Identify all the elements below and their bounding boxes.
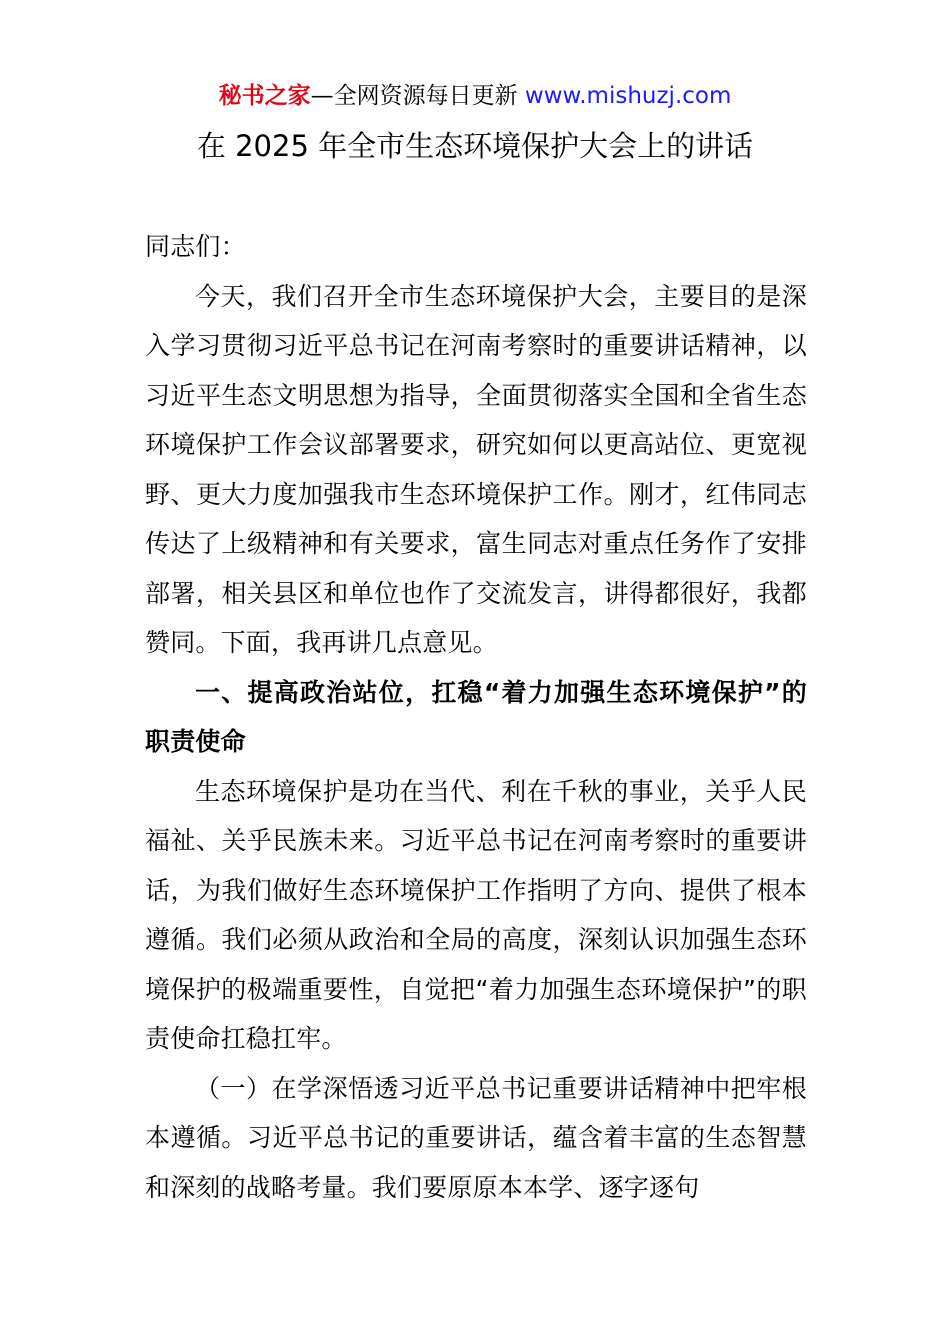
- body-paragraph: 生态环境保护是功在当代、利在千秋的事业，关乎人民福祉、关乎民族未来。习近平总书记在河南考察时的重要讲话，为我们做好生态环境保护工作指明了方向、提供了根本遵循。我们必须从政治和全局的高度，深刻认识加强生态环境保护的极端重要性，自觉把“着力加强生态环境保护”的职责使命扛稳扛牢。: [145, 776, 807, 1053]
- site-brand: 秘书之家: [218, 83, 311, 109]
- salutation: 同志们：: [145, 232, 246, 261]
- body-paragraph: （一）在学深悟透习近平总书记重要讲话精神中把牢根本遵循。习近平总书记的重要讲话，蕴含着丰富的生态智慧和深刻的战略考量。我们要原原本本学、逐字逐句: [145, 1073, 807, 1202]
- document-body: [145, 222, 807, 1212]
- site-header: [0, 80, 950, 112]
- section-heading: 一、提高政治站位，扛稳“着力加强生态环境保护”的职责使命: [145, 677, 807, 756]
- document-title: 在 2025 年全市生态环境保护大会上的讲话: [196, 129, 754, 163]
- body-paragraph: 今天，我们召开全市生态环境保护大会，主要目的是深入学习贯彻习近平总书记在河南考察时的重要讲话精神，以习近平生态文明思想为指导，全面贯彻落实全国和全省生态环境保护工作会议部署要求，研究如何以更高站位、更宽视野、更大力度加强我市生态环境保护工作。刚才，红伟同志传达了上级精神和有关要求，富生同志对重点任务作了安排部署，相关县区和单位也作了交流发言，讲得都很好，我都赞同。下面，我再讲几点意见。: [145, 281, 807, 657]
- site-url-link[interactable]: www.mishuzj.com: [524, 83, 732, 109]
- site-tagline: —全网资源每日更新: [310, 83, 525, 109]
